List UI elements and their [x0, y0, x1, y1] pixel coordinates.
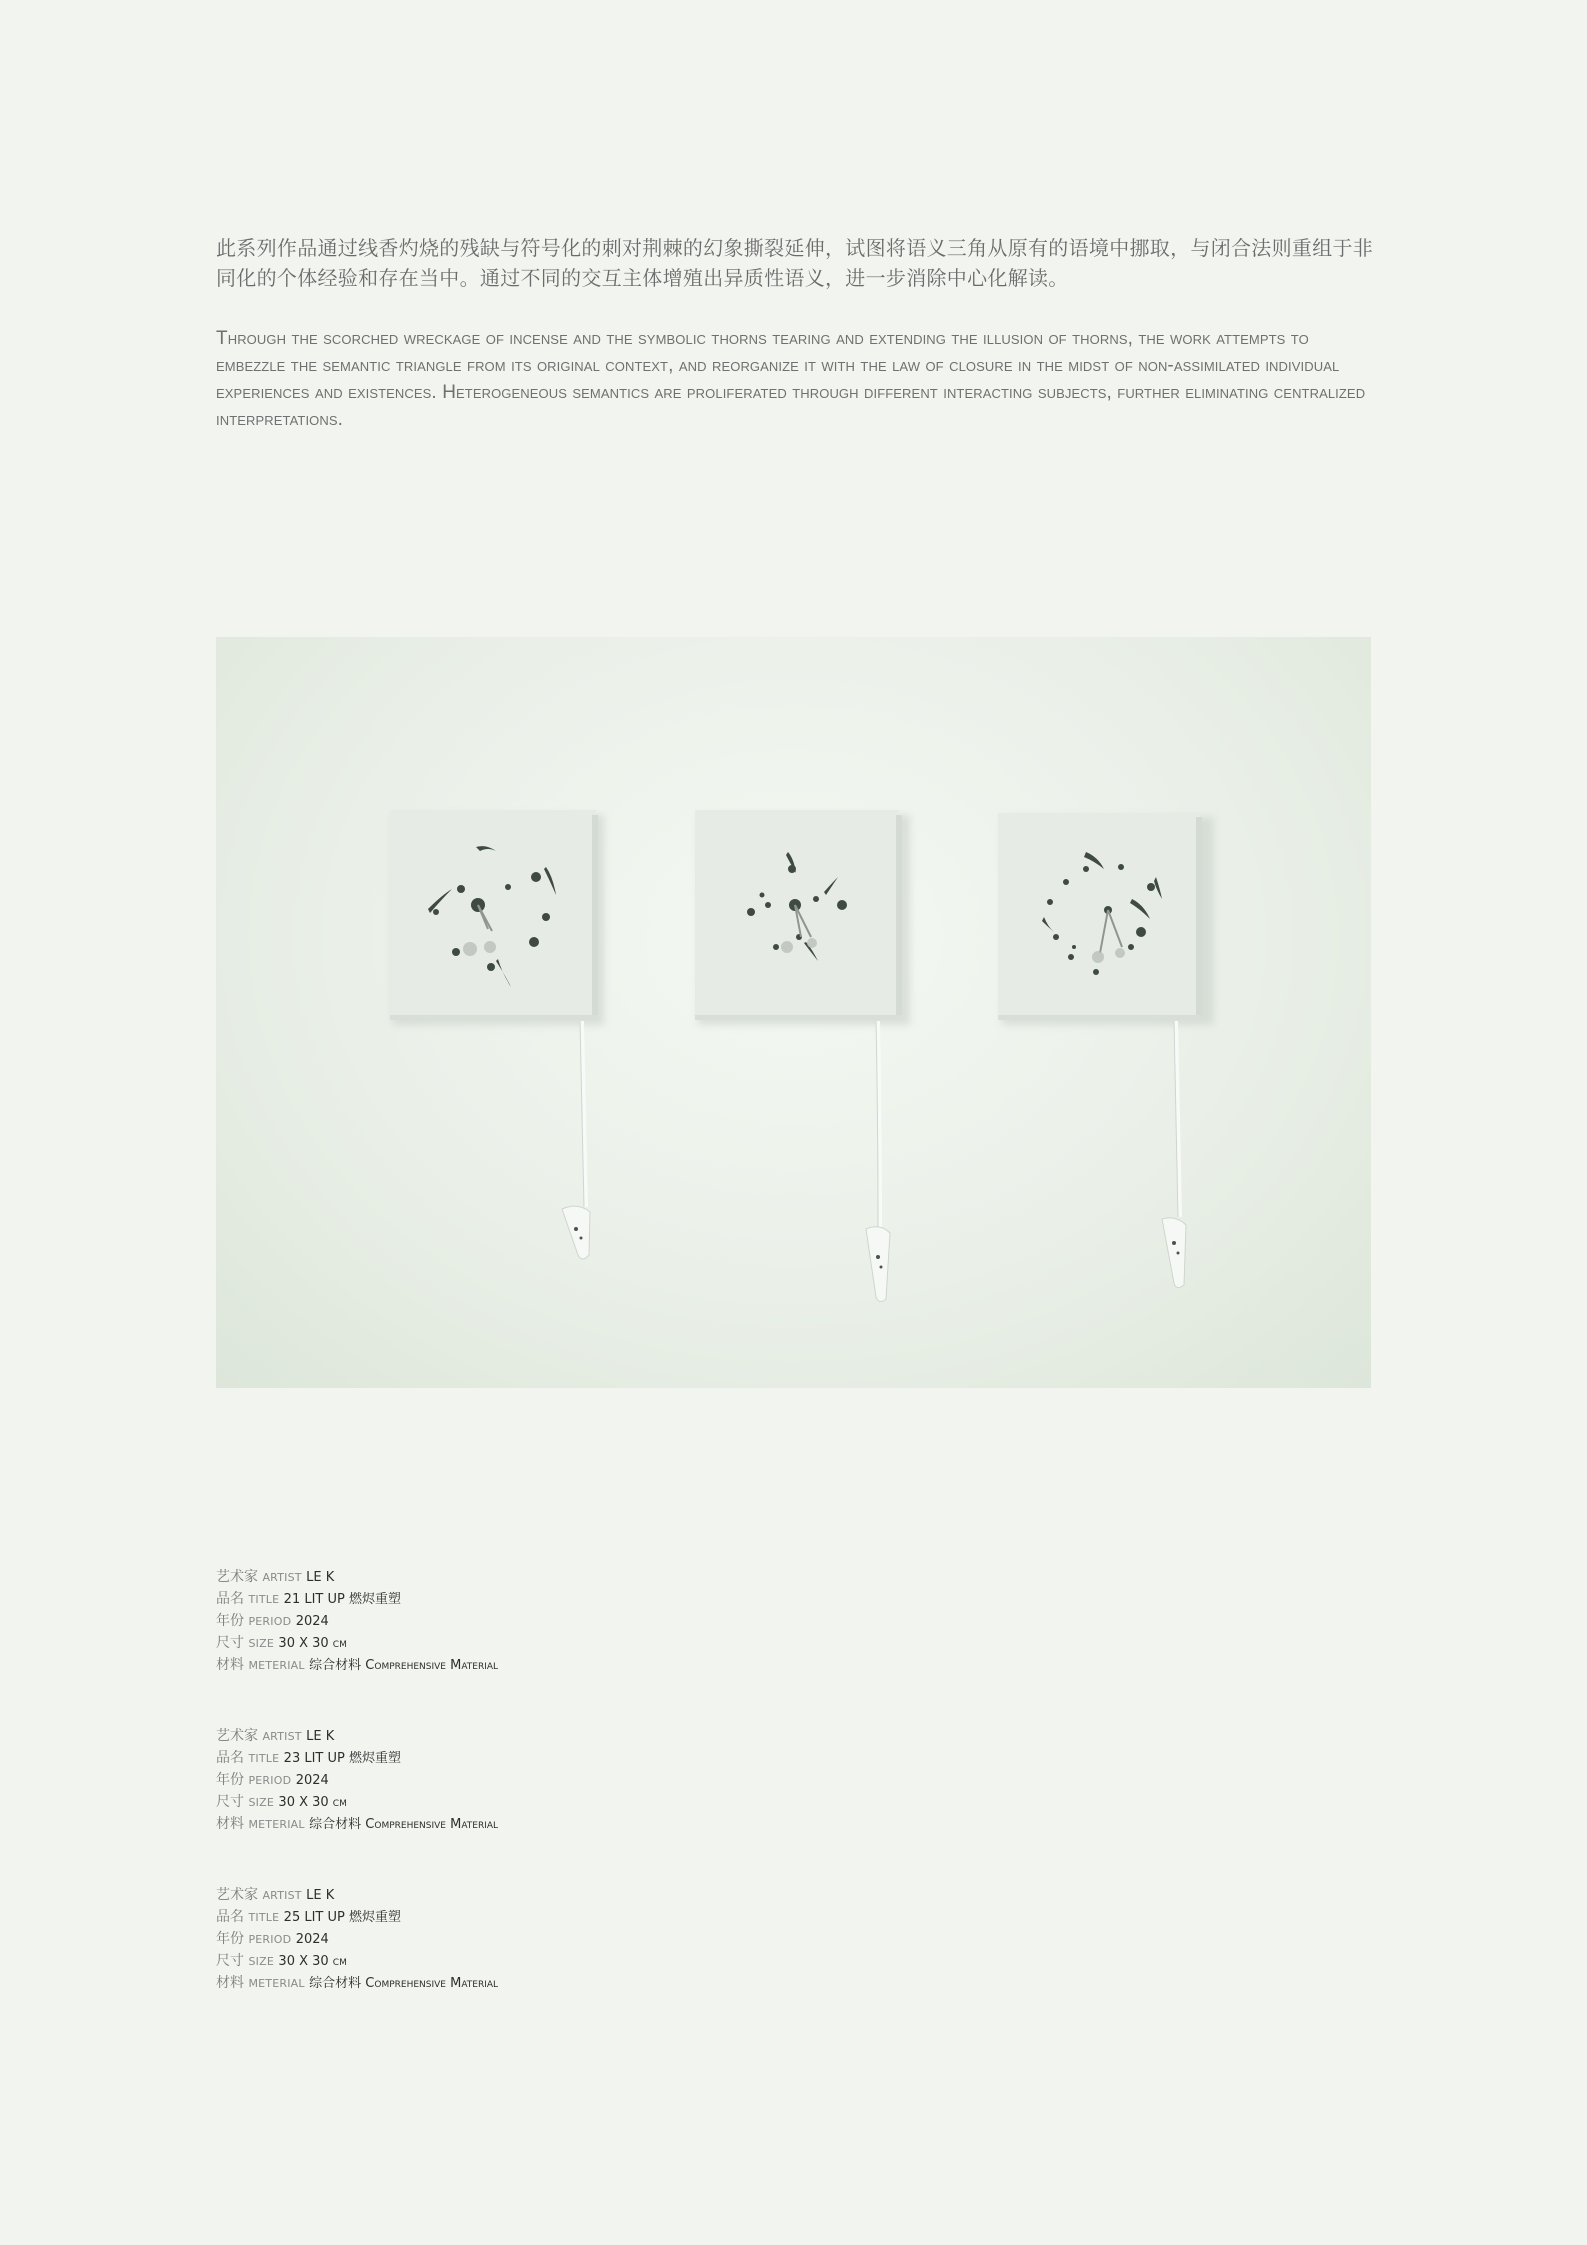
artist-label-en: ARTIST: [262, 1889, 302, 1902]
size-label-cn: 尺寸: [216, 1635, 244, 1651]
period-label-en: PERIOD: [248, 1615, 292, 1628]
title-value: 21 LIT UP 燃烬重塑: [283, 1592, 401, 1607]
period-row: [216, 1610, 816, 1632]
material-label-cn: 材料: [216, 1816, 244, 1832]
artist-label-cn: 艺术家: [216, 1569, 258, 1585]
title-row: [216, 1747, 816, 1769]
period-label-en: PERIOD: [248, 1933, 292, 1946]
period-value: 2024: [295, 1614, 329, 1629]
material-label-cn: 材料: [216, 1975, 244, 1991]
title-label-cn: 品名: [216, 1909, 244, 1925]
hanging-pendant-2: [866, 1021, 890, 1302]
size-label-en: SIZE: [248, 1955, 274, 1968]
material-label-en: METERIAL: [248, 1818, 305, 1831]
exhibition-photo: [216, 637, 1371, 1388]
artist-value: LE K: [306, 1729, 335, 1744]
title-label-cn: 品名: [216, 1591, 244, 1607]
title-label-en: TITLE: [248, 1752, 280, 1765]
period-row: [216, 1769, 816, 1791]
material-value: 综合材料 Comprehensive Material: [309, 1976, 499, 1991]
period-label-cn: 年份: [216, 1772, 244, 1788]
title-label-cn: 品名: [216, 1750, 244, 1766]
size-row: [216, 1950, 816, 1972]
credit-block-2: [216, 1725, 816, 1835]
title-label-en: TITLE: [248, 1911, 280, 1924]
credit-block-1: [216, 1566, 816, 1676]
artist-label-en: ARTIST: [262, 1571, 302, 1584]
artwork-canvas-1: [390, 810, 604, 1025]
period-value: 2024: [295, 1932, 329, 1947]
period-label-en: PERIOD: [248, 1774, 292, 1787]
title-value: 25 LIT UP 燃烬重塑: [283, 1910, 401, 1925]
size-label-cn: 尺寸: [216, 1953, 244, 1969]
title-label-en: TITLE: [248, 1593, 280, 1606]
artist-label-cn: 艺术家: [216, 1887, 258, 1903]
size-row: [216, 1632, 816, 1654]
title-row: [216, 1588, 816, 1610]
size-value: 30 X 30 cm: [278, 1795, 347, 1810]
artist-value: LE K: [306, 1888, 335, 1903]
size-label-cn: 尺寸: [216, 1794, 244, 1810]
period-label-cn: 年份: [216, 1931, 244, 1947]
intro-english-text: Through the scorched wreckage of incense and the symbolic thorns tearing and extending the illusion of thorns, the work attempts to embezzle the semantic triangle from its original context, and reorganize it with the law of closure in the midst of non-assimilated individual experiences and existences. Heterogeneous semantics are proliferated through different interacting subjects, further eliminating centralized interpretations.: [216, 328, 1366, 430]
size-value: 30 X 30 cm: [278, 1636, 347, 1651]
size-label-en: SIZE: [248, 1637, 274, 1650]
artist-value: LE K: [306, 1570, 335, 1585]
size-value: 30 X 30 cm: [278, 1954, 347, 1969]
artist-label-cn: 艺术家: [216, 1728, 258, 1744]
material-value: 综合材料 Comprehensive Material: [309, 1817, 499, 1832]
artist-row: [216, 1725, 816, 1747]
period-label-cn: 年份: [216, 1613, 244, 1629]
size-row: [216, 1791, 816, 1813]
artist-row: [216, 1566, 816, 1588]
artwork-canvas-2: [695, 810, 910, 1025]
intro-chinese-text: 此系列作品通过线香灼烧的残缺与符号化的刺对荆棘的幻象撕裂延伸，试图将语义三角从原有的语境中挪取，与闭合法则重组于非同化的个体经验和存在当中。通过不同的交互主体增殖出异质性语义，进一步消除中心化解读。: [216, 236, 1374, 290]
period-row: [216, 1928, 816, 1950]
artwork-canvas-3: [998, 813, 1214, 1025]
size-label-en: SIZE: [248, 1796, 274, 1809]
material-label-en: METERIAL: [248, 1659, 305, 1672]
artist-row: [216, 1884, 816, 1906]
title-row: [216, 1906, 816, 1928]
material-label-en: METERIAL: [248, 1977, 305, 1990]
material-label-cn: 材料: [216, 1657, 244, 1673]
material-value: 综合材料 Comprehensive Material: [309, 1658, 499, 1673]
material-row: [216, 1654, 816, 1676]
hanging-pendant-3: [1162, 1021, 1186, 1288]
material-row: [216, 1972, 816, 1994]
artist-label-en: ARTIST: [262, 1730, 302, 1743]
hanging-pendant-1: [562, 1021, 590, 1259]
title-value: 23 LIT UP 燃烬重塑: [283, 1751, 401, 1766]
material-row: [216, 1813, 816, 1835]
period-value: 2024: [295, 1773, 329, 1788]
credit-block-3: [216, 1884, 816, 1994]
